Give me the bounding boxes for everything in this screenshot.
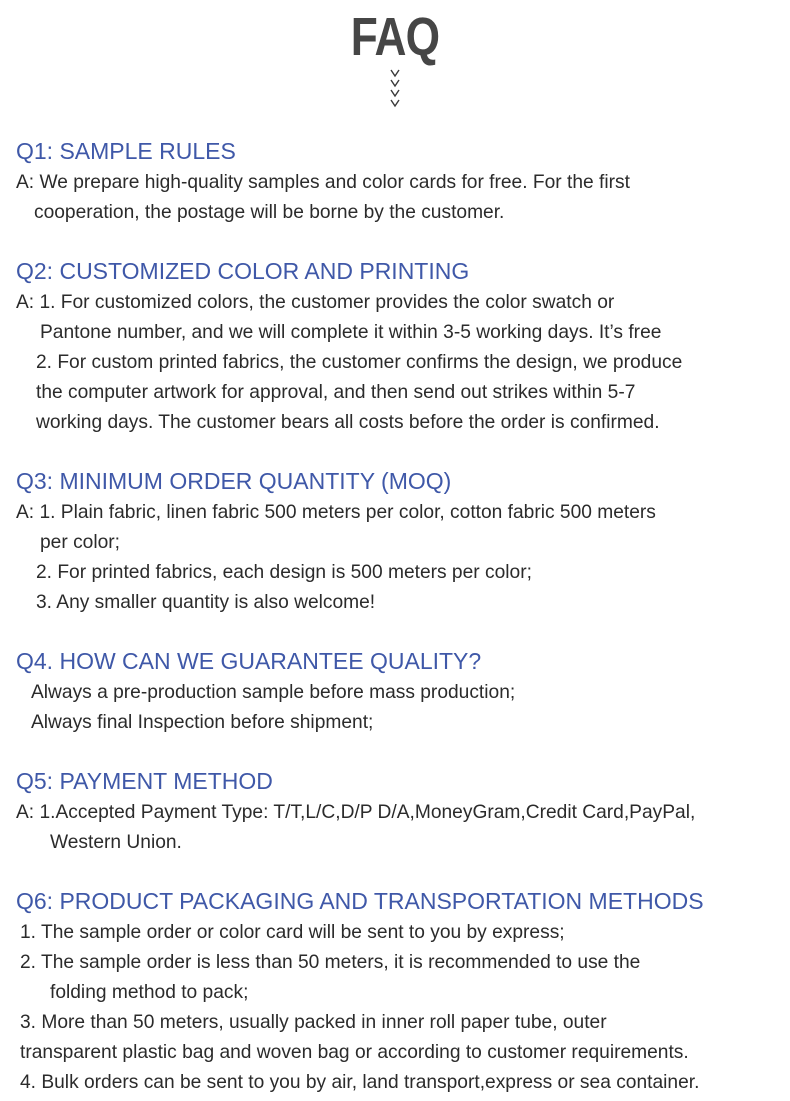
faq-answer-line: 3. Any smaller quantity is also welcome! bbox=[36, 592, 376, 613]
faq-answer-line: the computer artwork for approval, and then send out strikes within 5-7 bbox=[36, 382, 636, 403]
faq-answer-line: Always a pre-production sample before mass production; bbox=[31, 682, 516, 703]
faq-answer-line: 2. For printed fabrics, each design is 500 meters per color; bbox=[36, 562, 532, 583]
faq-answer-line: folding method to pack; bbox=[50, 982, 249, 1003]
faq-answer-line: A: 1. For customized colors, the customer provides the color swatch or bbox=[16, 292, 615, 313]
chevron-down-icon bbox=[388, 68, 402, 112]
faq-answer-line: 2. The sample order is less than 50 meters, it is recommended to use the bbox=[20, 952, 641, 973]
faq-answer-line: cooperation, the postage will be borne by the customer. bbox=[34, 202, 505, 223]
faq-question-2: Q2: CUSTOMIZED COLOR AND PRINTING bbox=[16, 258, 470, 284]
faq-question-6: Q6: PRODUCT PACKAGING AND TRANSPORTATION METHODS bbox=[16, 888, 704, 914]
faq-question-4: Q4. HOW CAN WE GUARANTEE QUALITY? bbox=[16, 648, 482, 674]
faq-question-1: Q1: SAMPLE RULES bbox=[16, 138, 236, 164]
faq-answer-line: 2. For custom printed fabrics, the customer confirms the design, we produce bbox=[36, 352, 683, 373]
faq-answer-line: working days. The customer bears all costs before the order is confirmed. bbox=[36, 412, 660, 433]
faq-answer-line: 3. More than 50 meters, usually packed in inner roll paper tube, outer bbox=[20, 1012, 607, 1033]
page-title: FAQ bbox=[350, 7, 440, 67]
faq-answer-line: 1. The sample order or color card will be sent to you by express; bbox=[20, 922, 565, 943]
faq-answer-line: Always final Inspection before shipment; bbox=[31, 712, 374, 733]
faq-answer-line: A: 1.Accepted Payment Type: T/T,L/C,D/P D/A,MoneyGram,Credit Card,PayPal, bbox=[16, 802, 696, 823]
faq-answer-line: A: We prepare high-quality samples and color cards for free. For the first bbox=[16, 172, 630, 193]
faq-answer-line: per color; bbox=[40, 532, 120, 553]
faq-answer-line: Pantone number, and we will complete it within 3-5 working days. It’s free bbox=[40, 322, 662, 343]
faq-answer-line: 4. Bulk orders can be sent to you by air, land transport,express or sea container. bbox=[20, 1072, 700, 1093]
faq-answer-line: Western Union. bbox=[50, 832, 182, 853]
faq-answer-line: transparent plastic bag and woven bag or according to customer requirements. bbox=[20, 1042, 689, 1063]
faq-question-3: Q3: MINIMUM ORDER QUANTITY (MOQ) bbox=[16, 468, 452, 494]
faq-question-5: Q5: PAYMENT METHOD bbox=[16, 768, 273, 794]
faq-answer-line: A: 1. Plain fabric, linen fabric 500 meters per color, cotton fabric 500 meters bbox=[16, 502, 656, 523]
